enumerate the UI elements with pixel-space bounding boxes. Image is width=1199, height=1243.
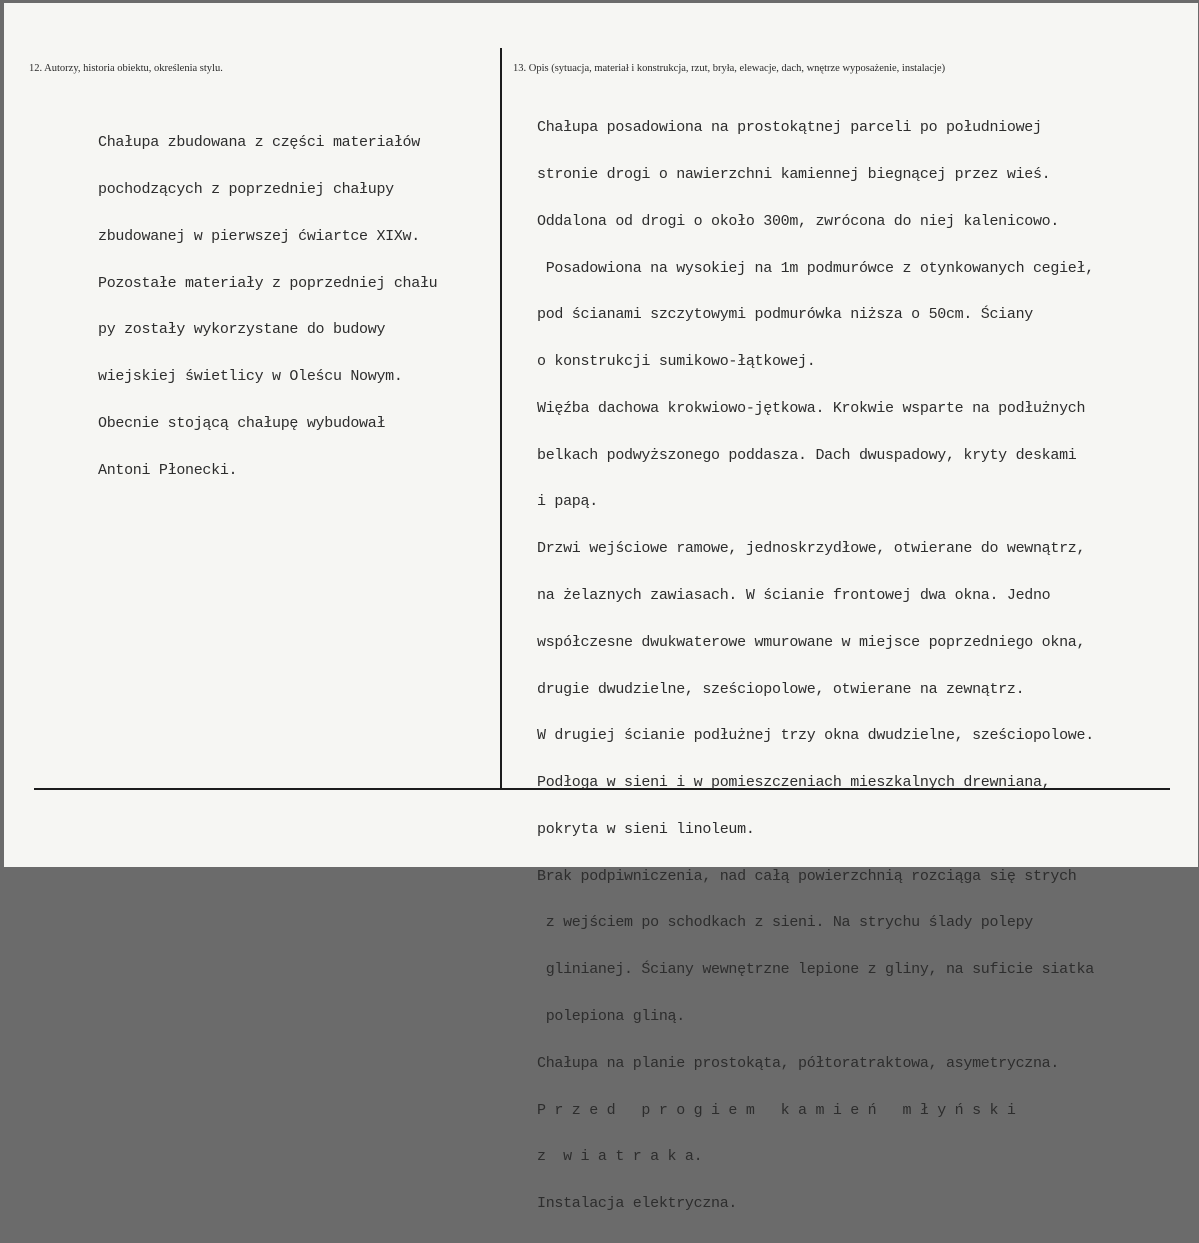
text-line: Instalacja elektryczna. xyxy=(537,1195,738,1213)
text-line: Podłoga w sieni i w pomieszczeniach mieszkalnych drewniana, xyxy=(537,774,1051,792)
text-line: o konstrukcji sumikowo-łątkowej. xyxy=(537,353,816,371)
text-line: z w i a t r a k a. xyxy=(537,1148,703,1166)
column-divider xyxy=(500,48,502,790)
text-line: belkach podwyższonego poddasza. Dach dwuspadowy, kryty deskami xyxy=(537,446,1077,464)
section-13-heading: 13. Opis (sytuacja, materiał i konstrukcja, rzut, bryła, elewacje, dach, wnętrze wyposażenie, instalacje) xyxy=(513,63,946,74)
text-line: wiejskiej świetlicy w Oleścu Nowym. xyxy=(98,368,403,386)
text-line: py zostały wykorzystane do budowy xyxy=(98,321,386,339)
authors-history-text xyxy=(98,104,437,509)
text-line: pochodzących z poprzedniej chałupy xyxy=(98,180,394,198)
text-line: Antoni Płonecki. xyxy=(98,461,238,479)
text-line: P r z e d p r o g i e m k a m i e ń m ł y ń s k i xyxy=(537,1101,1016,1119)
text-line: glinianej. Ściany wewnętrzne lepione z gliny, na suficie siatka xyxy=(537,961,1094,979)
text-line: pokryta w sieni linoleum. xyxy=(537,820,755,838)
text-line: z wejściem po schodkach z sieni. Na strychu ślady polepy xyxy=(537,914,1033,932)
text-line: stronie drogi o nawierzchni kamiennej biegnącej przez wieś. xyxy=(537,165,1051,183)
text-line: Pozostałe materiały z poprzedniej chału xyxy=(98,274,438,292)
text-line: i papą. xyxy=(537,493,598,511)
text-line: polepiona gliną. xyxy=(537,1008,685,1026)
text-line: Chałupa posadowiona na prostokątnej parceli po południowej xyxy=(537,119,1042,137)
text-line: pod ścianami szczytowymi podmurówka niższa o 50cm. Ściany xyxy=(537,306,1033,324)
text-line: Chałupa zbudowana z części materiałów xyxy=(98,134,420,152)
text-line: Obecnie stojącą chałupę wybudował xyxy=(98,414,386,432)
text-line: W drugiej ścianie podłużnej trzy okna dwudzielne, sześciopolowe. xyxy=(537,727,1094,745)
text-line: Brak podpiwniczenia, nad całą powierzchnią rozciąga się strych xyxy=(537,867,1077,885)
document-card xyxy=(4,3,1198,1213)
text-line: Drzwi wejściowe ramowe, jednoskrzydłowe, otwierane do wewnątrz, xyxy=(537,540,1086,558)
text-line: Posadowiona na wysokiej na 1m podmurówce z otynkowanych cegieł, xyxy=(537,259,1094,277)
text-line: współczesne dwukwaterowe wmurowane w miejsce poprzedniego okna, xyxy=(537,633,1086,651)
text-line: Oddalona od drogi o około 300m, zwrócona do niej kalenicowo. xyxy=(537,212,1060,230)
text-line: Więźba dachowa krokwiowo-jętkowa. Krokwie wsparte na podłużnych xyxy=(537,399,1086,417)
text-line: zbudowanej w pierwszej ćwiartce XIXw. xyxy=(98,227,420,245)
text-line: drugie dwudzielne, sześciopolowe, otwierane na zewnątrz. xyxy=(537,680,1025,698)
text-line: na żelaznych zawiasach. W ścianie frontowej dwa okna. Jedno xyxy=(537,587,1051,604)
description-text xyxy=(537,89,1094,1243)
section-12-heading: 12. Autorzy, historia obiektu, określenia stylu. xyxy=(29,63,223,74)
text-line: Chałupa na planie prostokąta, półtoratraktowa, asymetryczna. xyxy=(537,1054,1060,1072)
